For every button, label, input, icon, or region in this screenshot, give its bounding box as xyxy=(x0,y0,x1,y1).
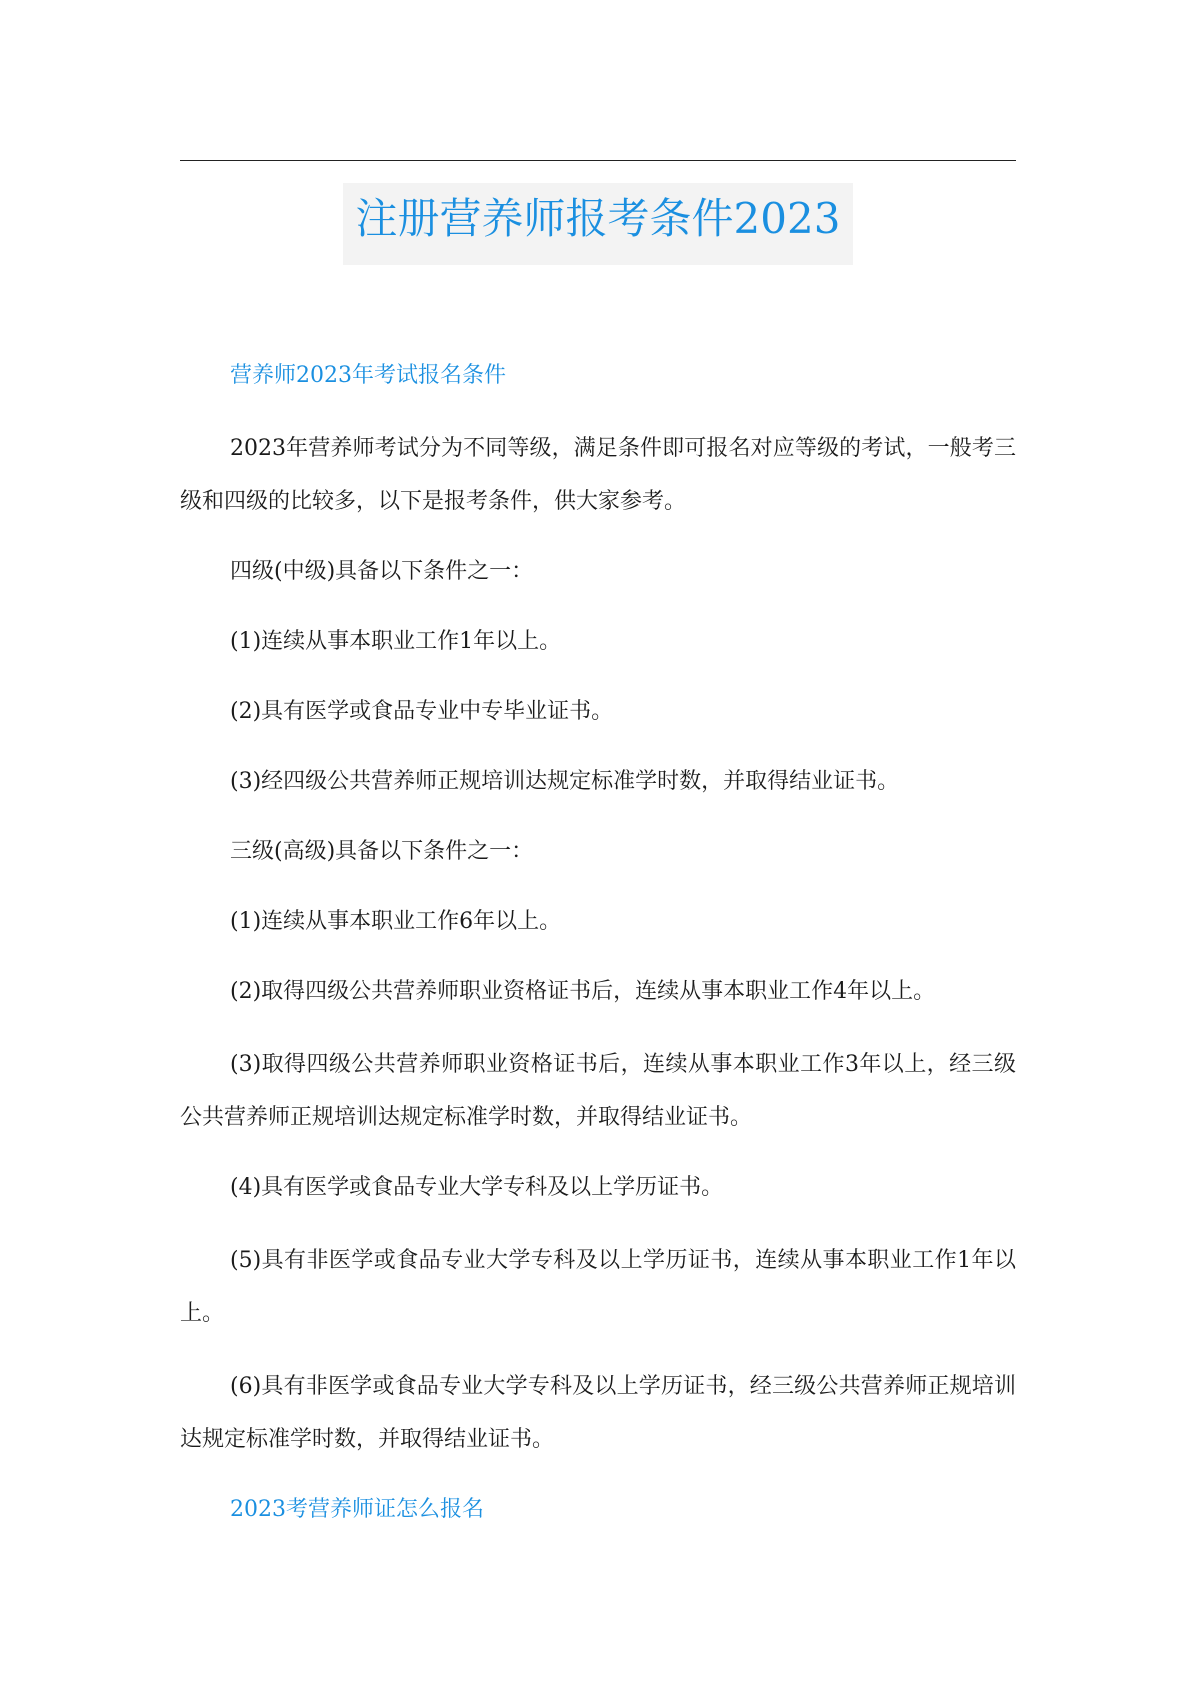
list-item-level4-1: (1)连续从事本职业工作1年以上。 xyxy=(230,629,562,654)
title-banner xyxy=(343,183,853,265)
list-item-level3-6: (6)具有非医学或食品专业大学专科及以上学历证书，经三级公共营养师正规培训达规定标准学时数，并取得结业证书。 xyxy=(180,1374,1016,1452)
page-title: 注册营养师报考条件2023 xyxy=(355,194,841,243)
document-body xyxy=(180,352,1016,1556)
list-item-level3-3: (3)取得四级公共营养师职业资格证书后，连续从事本职业工作3年以上，经三级公共营养师正规培训达规定标准学时数，并取得结业证书。 xyxy=(180,1052,1016,1130)
list-item-level4-2: (2)具有医学或食品专业中专毕业证书。 xyxy=(230,699,614,724)
list-item-level4-3: (3)经四级公共营养师正规培训达规定标准学时数，并取得结业证书。 xyxy=(230,769,900,794)
section-heading-exam-conditions: 营养师2023年考试报名条件 xyxy=(230,363,506,388)
paragraph-level4-header: 四级(中级)具备以下条件之一： xyxy=(230,559,534,584)
list-item-level3-1: (1)连续从事本职业工作6年以上。 xyxy=(230,909,562,934)
header-rule xyxy=(180,160,1016,161)
list-item-level3-5: (5)具有非医学或食品专业大学专科及以上学历证书，连续从事本职业工作1年以上。 xyxy=(180,1248,1016,1326)
paragraph-level3-header: 三级(高级)具备以下条件之一： xyxy=(230,839,534,864)
list-item-level3-4: (4)具有医学或食品专业大学专科及以上学历证书。 xyxy=(230,1175,724,1200)
section-heading-how-to-register: 2023考营养师证怎么报名 xyxy=(230,1497,484,1522)
paragraph-intro: 2023年营养师考试分为不同等级，满足条件即可报名对应等级的考试，一般考三级和四级的比较多，以下是报考条件，供大家参考。 xyxy=(180,436,1016,514)
list-item-level3-2: (2)取得四级公共营养师职业资格证书后，连续从事本职业工作4年以上。 xyxy=(230,979,936,1004)
